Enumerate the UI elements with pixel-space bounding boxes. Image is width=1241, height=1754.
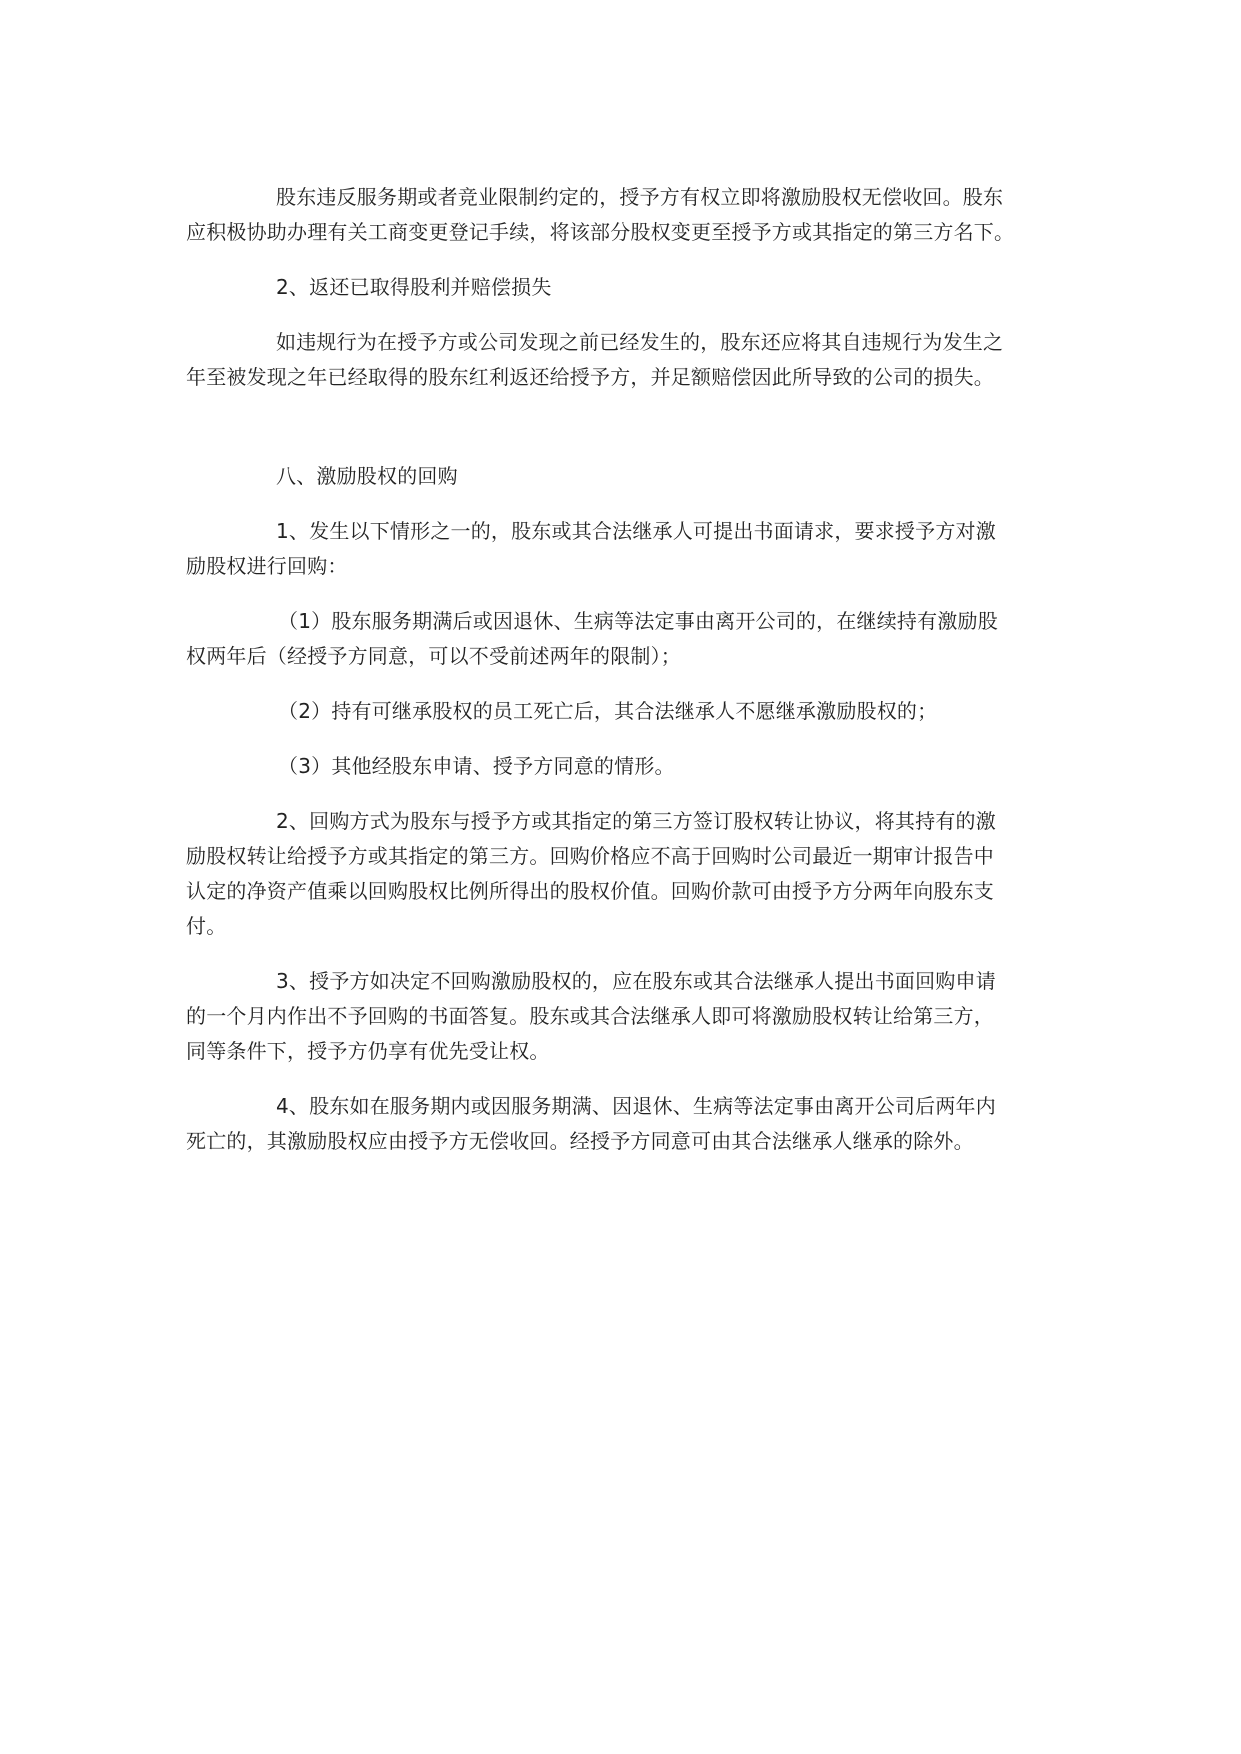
text-line: 权两年后（经授予方同意，可以不受前述两年的限制）； [186, 644, 681, 668]
text-line: 4、股东如在服务期内或因服务期满、因退休、生病等法定事由离开公司后两年内 [276, 1094, 996, 1118]
text-line: 八、激励股权的回购 [276, 464, 458, 488]
paragraph-repurchase-conditions [186, 514, 1066, 584]
text-line: 应积极协助办理有关工商变更登记手续，将该部分股权变更至授予方或其指定的第三方名下。 [186, 220, 1015, 244]
text-line: （3）其他经股东申请、授予方同意的情形。 [278, 754, 675, 778]
paragraph-death-forfeit [186, 1089, 1066, 1159]
text-line: 同等条件下，授予方仍享有优先受让权。 [186, 1039, 550, 1063]
text-line: 如违规行为在授予方或公司发现之前已经发生的，股东还应将其自违规行为发生之 [276, 330, 1004, 354]
text-line: 2、回购方式为股东与授予方或其指定的第三方签订股权转让协议，将其持有的激 [276, 809, 996, 833]
paragraph-repurchase-method [186, 804, 1066, 944]
section-heading-repurchase [186, 459, 1066, 494]
list-item-condition-3 [186, 749, 1066, 784]
text-line: 股东违反服务期或者竞业限制约定的，授予方有权立即将激励股权无偿收回。股东 [276, 185, 1004, 209]
text-line: 励股权转让给授予方或其指定的第三方。回购价格应不高于回购时公司最近一期审计报告中 [186, 844, 994, 868]
text-line: 年至被发现之年已经取得的股东红利返还给授予方，并足额赔偿因此所导致的公司的损失。 [186, 365, 994, 389]
text-line: 3、授予方如决定不回购激励股权的，应在股东或其合法继承人提出书面回购申请 [276, 969, 996, 993]
paragraph-no-repurchase [186, 964, 1066, 1069]
text-line: 励股权进行回购： [186, 554, 348, 578]
text-line: 死亡的，其激励股权应由授予方无偿收回。经授予方同意可由其合法继承人继承的除外。 [186, 1129, 974, 1153]
subheading-return-dividends [186, 270, 1066, 305]
text-line: （2）持有可继承股权的员工死亡后，其合法继承人不愿继承激励股权的； [278, 699, 938, 723]
document-body [186, 180, 1066, 1159]
text-line: 1、发生以下情形之一的，股东或其合法继承人可提出书面请求，要求授予方对激 [276, 519, 996, 543]
text-line: 认定的净资产值乘以回购股权比例所得出的股权价值。回购价款可由授予方分两年向股东支 [186, 879, 994, 903]
paragraph-return-dividends [186, 325, 1066, 395]
paragraph-forfeit-equity [186, 180, 1066, 250]
text-line: （1）股东服务期满后或因退休、生病等法定事由离开公司的，在继续持有激励股 [278, 609, 998, 633]
text-line: 付。 [186, 914, 227, 938]
text-line: 的一个月内作出不予回购的书面答复。股东或其合法继承人即可将激励股权转让给第三方， [186, 1004, 994, 1028]
list-item-condition-1 [186, 604, 1066, 674]
text-line: 2、返还已取得股利并赔偿损失 [276, 275, 552, 299]
list-item-condition-2 [186, 694, 1066, 729]
